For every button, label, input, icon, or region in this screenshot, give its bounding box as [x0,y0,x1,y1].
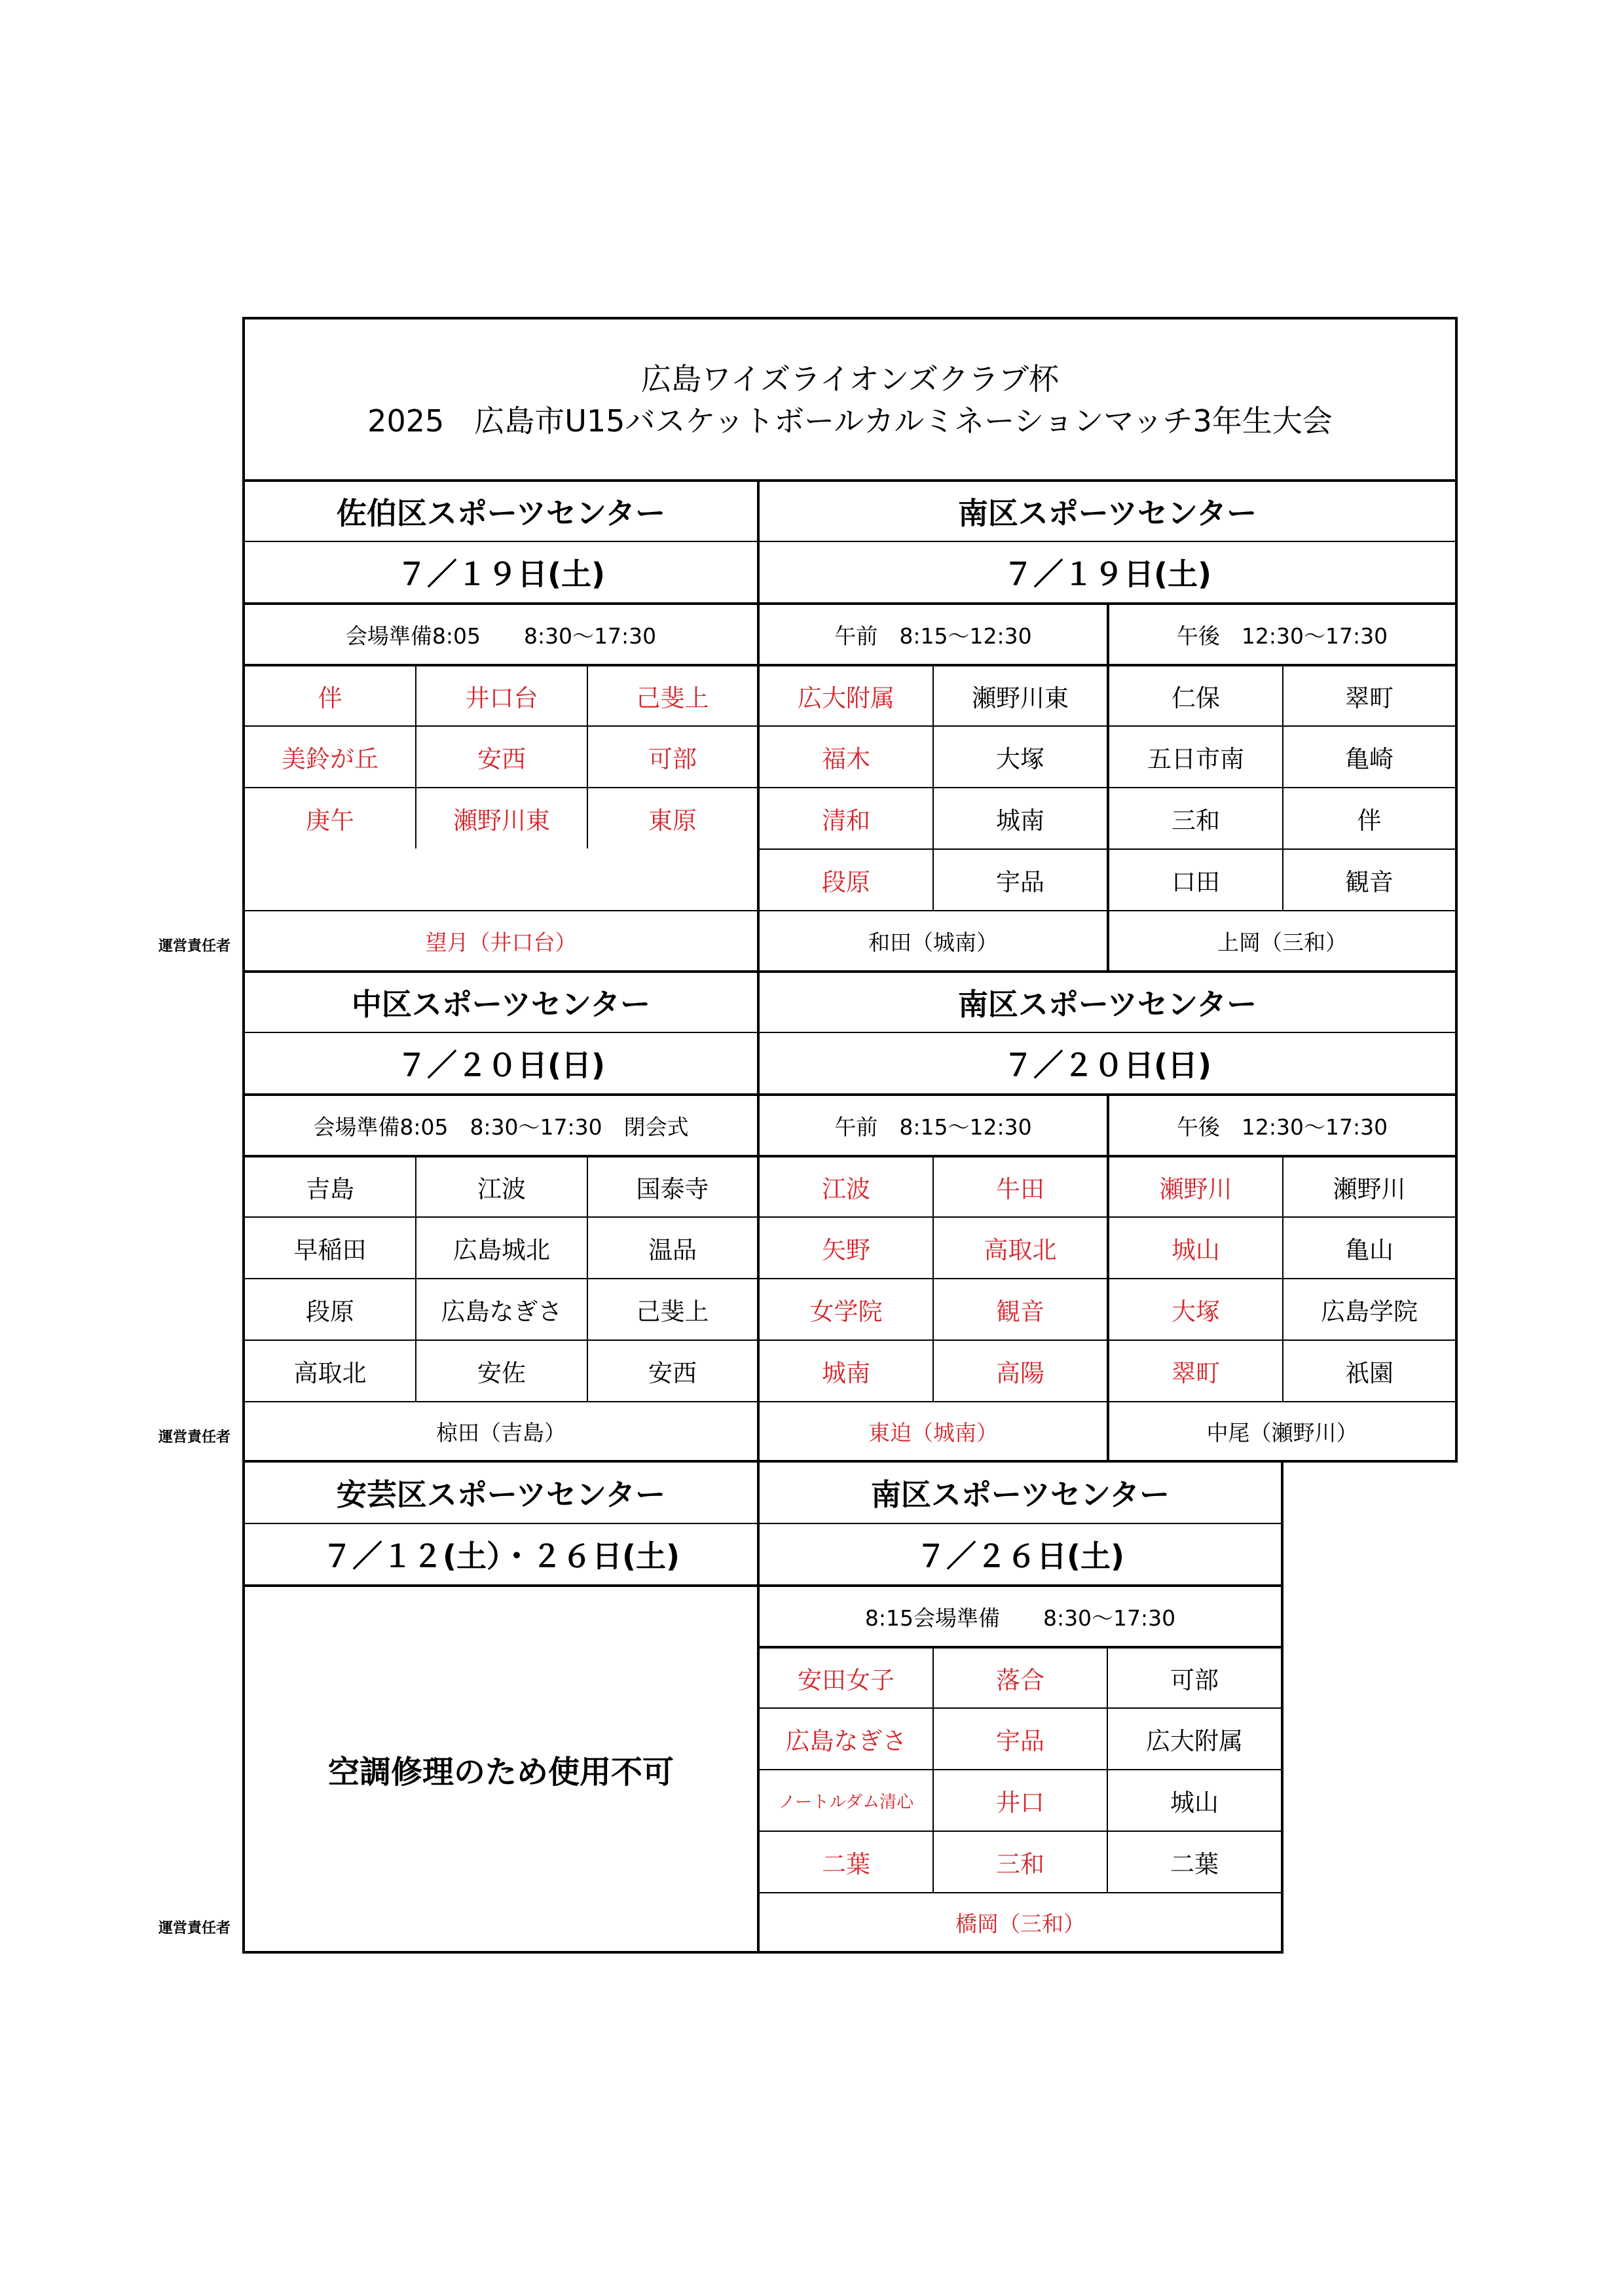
team-cell: 大塚 [996,745,1044,773]
team-cell: 伴 [318,684,342,712]
team-cell: 江波 [822,1175,870,1203]
pm-time-minami-20: 午後 12:30～17:30 [1176,1114,1388,1140]
team-cell: 清和 [822,807,870,835]
title-line-2: 2025 広島市U15バスケットボールカルミネーションマッチ3年生大会 [367,403,1333,439]
team-cell: 宇品 [996,1727,1044,1755]
manager-side-label-2: 運営責任者 [158,1429,231,1446]
team-cell: 翠町 [1172,1359,1220,1387]
team-cell: 江波 [477,1175,526,1203]
venue-minami-20: 南区スポーツセンター [957,987,1257,1022]
team-cell: 城南 [822,1359,870,1387]
team-cell: 大塚 [1172,1298,1220,1326]
date-minami-20: ７／２０日(日) [1003,1048,1212,1083]
team-cell: 瀬野川 [1333,1175,1406,1203]
team-cell: 宇品 [996,868,1044,896]
am-time-minami-20: 午前 8:15～12:30 [834,1114,1032,1140]
manager-minami-19-am: 和田（城南） [868,929,998,955]
team-cell: 落合 [996,1666,1044,1694]
team-cell: 安佐 [477,1359,526,1387]
team-cell: 安西 [648,1359,697,1387]
manager-side-label-3: 運営責任者 [158,1920,231,1937]
team-cell: 亀崎 [1345,745,1393,773]
team-cell: 井口台 [465,684,538,712]
venue-naka: 中区スポーツセンター [351,987,651,1022]
team-cell: 早稲田 [293,1236,367,1264]
team-cell: 段原 [822,868,870,896]
am-time-minami-19: 午前 8:15～12:30 [834,623,1032,649]
manager-minami-26: 橋岡（三和） [955,1910,1085,1937]
team-cell: 己斐上 [636,684,709,712]
team-cell: 安田女子 [798,1666,895,1694]
team-cell: 翠町 [1345,684,1393,712]
team-cell: 東原 [648,807,697,835]
date-saeki: ７／１９日(土) [396,556,606,592]
venue-saeki: 佐伯区スポーツセンター [336,496,666,531]
time-saeki: 会場準備8:05 8:30～17:30 [345,623,657,649]
team-cell: 牛田 [996,1175,1044,1203]
time-naka: 会場準備8:05 8:30～17:30 閉会式 [313,1114,689,1140]
team-cell: 広島学院 [1321,1298,1418,1326]
team-cell: 五日市南 [1147,745,1244,773]
team-cell: 広大附属 [1146,1727,1243,1755]
team-cell: 己斐上 [636,1298,709,1326]
team-cell: 城南 [996,807,1044,835]
team-cell: 瀬野川東 [972,684,1069,712]
team-cell: 高取北 [984,1236,1057,1264]
team-cell: 可部 [648,745,697,773]
manager-minami-20-pm: 中尾（瀬野川） [1206,1419,1358,1446]
date-minami-26: ７／２６日(土) [915,1539,1125,1574]
tournament-title [245,319,1455,481]
team-cell: 温品 [648,1236,697,1264]
team-cell: 亀山 [1345,1236,1393,1264]
team-cell: ノートルダム清心 [778,1792,914,1812]
manager-minami-19-pm: 上岡（三和） [1217,929,1347,955]
date-naka: ７／２０日(日) [396,1048,606,1083]
team-cell: 広島なぎさ [441,1298,563,1326]
team-cell: 祇園 [1345,1359,1393,1387]
team-cell: 三和 [996,1850,1044,1878]
team-cell: 女学院 [809,1298,883,1326]
team-cell: 井口 [996,1789,1044,1817]
team-cell: 吉島 [306,1175,354,1203]
manager-minami-20-am: 東迫（城南） [868,1419,998,1446]
team-cell: 高陽 [996,1359,1044,1387]
team-cell: 矢野 [822,1236,870,1264]
team-cell: 段原 [306,1298,354,1326]
venue-minami-26: 南区スポーツセンター [870,1477,1170,1512]
team-cell: 城山 [1172,1236,1220,1264]
team-cell: 美鈴が丘 [282,745,378,773]
aki-unavailable-notice: 空調修理のため使用不可 [327,1753,674,1791]
team-cell: 高取北 [293,1359,367,1387]
team-cell: 観音 [1345,868,1393,896]
team-cell: 可部 [1170,1666,1219,1694]
team-cell: 伴 [1357,807,1382,835]
team-cell: 口田 [1172,868,1220,896]
date-aki: ７／１２(土）・２６日(土) [322,1539,680,1574]
team-cell: 広島なぎさ [785,1727,907,1755]
team-cell: 安西 [477,745,526,773]
team-cell: 広島城北 [453,1236,550,1264]
title-line-1: 広島ワイズライオンズクラブ杯 [640,361,1060,397]
team-cell: 瀬野川東 [453,807,550,835]
team-cell: 城山 [1170,1789,1219,1817]
team-cell: 三和 [1172,807,1220,835]
venue-aki: 安芸区スポーツセンター [336,1477,666,1512]
team-cell: 観音 [996,1298,1044,1326]
pm-time-minami-19: 午後 12:30～17:30 [1176,623,1388,649]
team-cell: 二葉 [1170,1850,1219,1878]
team-cell: 広大附属 [798,684,895,712]
team-cell: 庚午 [306,807,354,835]
team-cell: 福木 [822,745,870,773]
team-cell: 国泰寺 [636,1175,709,1203]
manager-side-label-1: 運営責任者 [158,938,231,955]
team-cell: 瀬野川 [1159,1175,1232,1203]
time-minami-26: 8:15会場準備 8:30～17:30 [864,1605,1176,1631]
manager-saeki: 望月（井口台） [425,929,577,955]
team-cell: 二葉 [822,1850,870,1878]
date-minami-19: ７／１９日(土) [1003,556,1212,592]
team-cell: 仁保 [1172,684,1220,712]
manager-naka: 椋田（吉島） [436,1419,566,1446]
venue-minami-19: 南区スポーツセンター [957,496,1257,531]
